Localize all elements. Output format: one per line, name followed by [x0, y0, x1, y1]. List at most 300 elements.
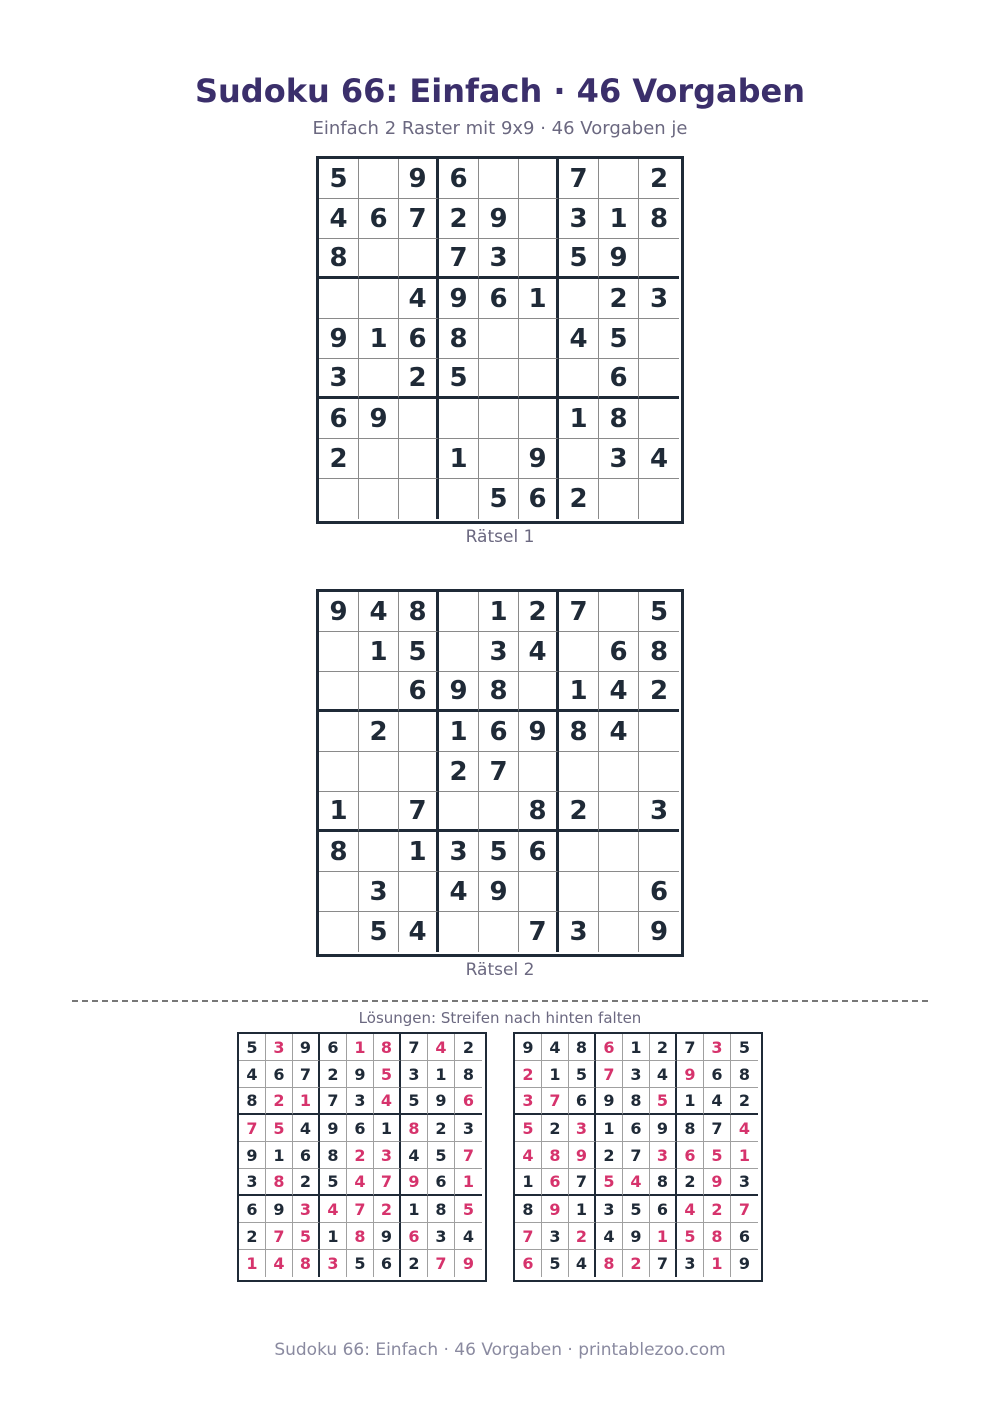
- solution-cell: 7: [401, 1034, 428, 1061]
- sudoku-cell: [599, 159, 639, 199]
- solution-cell: 9: [596, 1088, 623, 1115]
- sudoku-cell: [359, 752, 399, 792]
- sudoku-cell: 7: [399, 199, 439, 239]
- solution-cell: 7: [347, 1196, 374, 1223]
- solution-cell: 4: [623, 1169, 650, 1196]
- sudoku-cell: 6: [319, 399, 359, 439]
- sudoku-cell: 6: [399, 672, 439, 712]
- solution-cell: 8: [542, 1142, 569, 1169]
- sudoku-cell: 9: [599, 239, 639, 279]
- sudoku-cell: [599, 912, 639, 952]
- sudoku-cell: 4: [359, 592, 399, 632]
- sudoku-cell: [639, 832, 679, 872]
- sudoku-cell: 5: [479, 479, 519, 519]
- sudoku-cell: [519, 672, 559, 712]
- sudoku-cell: [599, 752, 639, 792]
- solution-cell: 3: [239, 1169, 266, 1196]
- solution-cell: 3: [320, 1250, 347, 1277]
- solution-cell: 2: [515, 1061, 542, 1088]
- sudoku-cell: 1: [319, 792, 359, 832]
- sudoku-cell: [559, 752, 599, 792]
- sudoku-cell: [439, 912, 479, 952]
- sudoku-cell: 2: [599, 279, 639, 319]
- sudoku-cell: [399, 239, 439, 279]
- sudoku-cell: 2: [639, 159, 679, 199]
- solution-cell: 2: [455, 1034, 482, 1061]
- sudoku-cell: 4: [639, 439, 679, 479]
- solution-cell: 4: [650, 1061, 677, 1088]
- sudoku-cell: [519, 319, 559, 359]
- sudoku-cell: 8: [319, 239, 359, 279]
- sudoku-cell: [399, 752, 439, 792]
- sudoku-cell: 2: [439, 752, 479, 792]
- sudoku-cell: 5: [399, 632, 439, 672]
- solution-cell: 4: [569, 1250, 596, 1277]
- sudoku-cell: 6: [439, 159, 479, 199]
- sudoku-cell: 5: [639, 592, 679, 632]
- solution-cell: 6: [455, 1088, 482, 1115]
- sudoku-cell: 9: [319, 319, 359, 359]
- solution-cell: 3: [596, 1196, 623, 1223]
- sudoku-cell: [319, 279, 359, 319]
- sudoku-cell: [559, 632, 599, 672]
- sudoku-cell: 4: [399, 912, 439, 952]
- sudoku-cell: [639, 399, 679, 439]
- sudoku-cell: 6: [639, 872, 679, 912]
- sudoku-cell: 6: [399, 319, 439, 359]
- solution-cell: 9: [677, 1061, 704, 1088]
- solution-cell: 4: [515, 1142, 542, 1169]
- sudoku-cell: [439, 632, 479, 672]
- solution-cell: 4: [320, 1196, 347, 1223]
- solution-cell: 9: [401, 1169, 428, 1196]
- solution-cell: 5: [542, 1250, 569, 1277]
- sudoku-cell: 8: [559, 712, 599, 752]
- solution-cell: 9: [569, 1142, 596, 1169]
- solution-cell: 1: [428, 1061, 455, 1088]
- solution-cell: 2: [650, 1034, 677, 1061]
- sudoku-cell: [439, 399, 479, 439]
- sudoku-cell: 7: [559, 592, 599, 632]
- solution-cell: 3: [428, 1223, 455, 1250]
- sudoku-cell: [319, 672, 359, 712]
- solution-cell: 8: [596, 1250, 623, 1277]
- solution-cell: 1: [731, 1142, 758, 1169]
- solution-cell: 8: [623, 1088, 650, 1115]
- solution-cell: 3: [623, 1061, 650, 1088]
- solution-cell: 7: [428, 1250, 455, 1277]
- sudoku-cell: [359, 479, 399, 519]
- sudoku-cell: 1: [439, 439, 479, 479]
- solution-cell: 2: [401, 1250, 428, 1277]
- sudoku-cell: [519, 399, 559, 439]
- sudoku-cell: [559, 439, 599, 479]
- solution-cell: 1: [542, 1061, 569, 1088]
- solution-cell: 5: [428, 1142, 455, 1169]
- sudoku-cell: [599, 832, 639, 872]
- solution-cell: 5: [401, 1088, 428, 1115]
- solution-grid-2: [513, 1032, 763, 1282]
- solution-cell: 2: [704, 1196, 731, 1223]
- sudoku-cell: 9: [439, 672, 479, 712]
- sudoku-cell: [479, 439, 519, 479]
- solution-cell: 6: [239, 1196, 266, 1223]
- sudoku-cell: 2: [359, 712, 399, 752]
- sudoku-cell: 2: [399, 359, 439, 399]
- sudoku-cell: 8: [399, 592, 439, 632]
- sudoku-cell: 4: [599, 712, 639, 752]
- solution-cell: 3: [650, 1142, 677, 1169]
- solution-cell: 9: [374, 1223, 401, 1250]
- sudoku-cell: [479, 319, 519, 359]
- page-title: Sudoku 66: Einfach · 46 Vorgaben: [194, 72, 806, 110]
- sudoku-cell: [359, 832, 399, 872]
- sudoku-cell: 1: [519, 279, 559, 319]
- solution-cell: 7: [239, 1115, 266, 1142]
- sudoku-cell: 6: [519, 832, 559, 872]
- solution-cell: 8: [455, 1061, 482, 1088]
- sudoku-cell: [639, 239, 679, 279]
- solution-cell: 4: [401, 1142, 428, 1169]
- sudoku-cell: 4: [439, 872, 479, 912]
- solution-cell: 2: [569, 1223, 596, 1250]
- solution-cell: 9: [428, 1088, 455, 1115]
- solution-cell: 7: [731, 1196, 758, 1223]
- sudoku-cell: 1: [359, 319, 399, 359]
- sudoku-cell: 7: [479, 752, 519, 792]
- sudoku-cell: 1: [559, 399, 599, 439]
- sudoku-cell: [399, 399, 439, 439]
- solution-cell: 6: [347, 1115, 374, 1142]
- sudoku-cell: [439, 592, 479, 632]
- sudoku-cell: 4: [599, 672, 639, 712]
- sudoku-cell: 9: [439, 279, 479, 319]
- sudoku-cell: 7: [559, 159, 599, 199]
- sudoku-cell: 6: [599, 359, 639, 399]
- solution-cell: 4: [239, 1061, 266, 1088]
- solution-cell: 7: [542, 1088, 569, 1115]
- sudoku-cell: 9: [519, 712, 559, 752]
- solution-cell: 2: [542, 1115, 569, 1142]
- sudoku-cell: 8: [599, 399, 639, 439]
- sudoku-cell: 1: [559, 672, 599, 712]
- solution-cell: 5: [731, 1034, 758, 1061]
- solution-cell: 5: [320, 1169, 347, 1196]
- solution-cell: 6: [320, 1034, 347, 1061]
- solution-cell: 7: [320, 1088, 347, 1115]
- sudoku-cell: [639, 359, 679, 399]
- solution-cell: 9: [704, 1169, 731, 1196]
- sudoku-cell: [319, 632, 359, 672]
- solution-cell: 3: [401, 1061, 428, 1088]
- sudoku-cell: 6: [479, 279, 519, 319]
- solution-cell: 9: [623, 1223, 650, 1250]
- solution-cell: 7: [293, 1061, 320, 1088]
- solution-cell: 2: [320, 1061, 347, 1088]
- solution-cell: 4: [293, 1115, 320, 1142]
- solution-cell: 7: [455, 1142, 482, 1169]
- solution-cell: 2: [293, 1169, 320, 1196]
- solution-cell: 8: [401, 1115, 428, 1142]
- solution-cell: 9: [738, 1254, 751, 1273]
- solution-cell: 4: [731, 1115, 758, 1142]
- sudoku-cell: 9: [519, 439, 559, 479]
- solution-cell: 7: [650, 1250, 677, 1277]
- sudoku-cell: [479, 792, 519, 832]
- solution-cell: 3: [266, 1034, 293, 1061]
- sudoku-cell: [479, 912, 519, 952]
- solution-cell: 5: [704, 1142, 731, 1169]
- solution-cell: 8: [704, 1223, 731, 1250]
- sudoku-cell: [319, 912, 359, 952]
- solution-cell: 7: [623, 1142, 650, 1169]
- sudoku-cell: [319, 479, 359, 519]
- sudoku-cell: [519, 239, 559, 279]
- sudoku-cell: 3: [639, 792, 679, 832]
- solution-cell: 5: [569, 1061, 596, 1088]
- sudoku-cell: 3: [319, 359, 359, 399]
- solution-cell: 5: [347, 1250, 374, 1277]
- solution-cell: 6: [677, 1142, 704, 1169]
- solution-cell: 9: [239, 1142, 266, 1169]
- solutions-label: Lösungen: Streifen nach hinten falten: [358, 1009, 642, 1027]
- solution-cell: 8: [515, 1196, 542, 1223]
- solution-cell: 6: [542, 1169, 569, 1196]
- sudoku-cell: [359, 239, 399, 279]
- sudoku-cell: 7: [399, 792, 439, 832]
- sudoku-cell: [599, 479, 639, 519]
- solution-cell: 2: [347, 1142, 374, 1169]
- sudoku-cell: 8: [639, 199, 679, 239]
- sudoku-cell: 6: [519, 479, 559, 519]
- solution-cell: 1: [320, 1223, 347, 1250]
- solution-cell: 8: [320, 1142, 347, 1169]
- sudoku-cell: 9: [479, 199, 519, 239]
- solution-cell: 9: [515, 1034, 542, 1061]
- solution-cell: 7: [677, 1034, 704, 1061]
- solution-cell: 8: [650, 1169, 677, 1196]
- sudoku-cell: 3: [599, 439, 639, 479]
- sudoku-cell: [359, 672, 399, 712]
- sudoku-cell: [639, 319, 679, 359]
- solution-cell: 2: [731, 1088, 758, 1115]
- sudoku-cell: [399, 872, 439, 912]
- sudoku-cell: 3: [559, 912, 599, 952]
- solution-cell: 9: [650, 1115, 677, 1142]
- solution-cell: 6: [515, 1250, 542, 1277]
- solution-cell: 5: [293, 1223, 320, 1250]
- sudoku-cell: [319, 872, 359, 912]
- sudoku-cell: [559, 359, 599, 399]
- sudoku-cell: 3: [559, 199, 599, 239]
- sudoku-cell: 5: [559, 239, 599, 279]
- sudoku-cell: 8: [519, 792, 559, 832]
- sudoku-cell: [519, 199, 559, 239]
- puzzle-caption-2: Rätsel 2: [465, 960, 535, 980]
- solution-cell: 5: [266, 1115, 293, 1142]
- sudoku-cell: 6: [479, 712, 519, 752]
- solution-cell: 2: [596, 1142, 623, 1169]
- solution-cell: 1: [569, 1196, 596, 1223]
- solution-cell: 6: [428, 1169, 455, 1196]
- solution-cell: 4: [542, 1034, 569, 1061]
- solution-cell: 4: [374, 1088, 401, 1115]
- sudoku-cell: [559, 872, 599, 912]
- sudoku-cell: 9: [399, 159, 439, 199]
- sudoku-cell: 9: [319, 592, 359, 632]
- sudoku-cell: 1: [359, 632, 399, 672]
- solution-cell: 5: [650, 1088, 677, 1115]
- solution-cell: 5: [677, 1223, 704, 1250]
- solution-cell: 7: [266, 1223, 293, 1250]
- sudoku-cell: 8: [319, 832, 359, 872]
- solution-cell: 7: [374, 1169, 401, 1196]
- solution-cell: 3: [374, 1142, 401, 1169]
- sudoku-cell: 6: [359, 199, 399, 239]
- sudoku-cell: [399, 712, 439, 752]
- solution-cell: 6: [569, 1088, 596, 1115]
- solution-cell: 5: [455, 1196, 482, 1223]
- sudoku-cell: 4: [559, 319, 599, 359]
- solution-cell: 4: [596, 1223, 623, 1250]
- solution-cell: 1: [347, 1034, 374, 1061]
- sudoku-cell: 2: [319, 439, 359, 479]
- sudoku-cell: 9: [479, 872, 519, 912]
- solution-cell: 1: [455, 1169, 482, 1196]
- sudoku-grid-2: [316, 589, 684, 957]
- sudoku-cell: [399, 479, 439, 519]
- sudoku-cell: [559, 832, 599, 872]
- sudoku-cell: 1: [479, 592, 519, 632]
- solution-cell: 6: [650, 1196, 677, 1223]
- sudoku-cell: [359, 279, 399, 319]
- sudoku-cell: [359, 439, 399, 479]
- solution-cell: 4: [347, 1169, 374, 1196]
- sudoku-cell: 7: [519, 912, 559, 952]
- solution-cell: 8: [239, 1088, 266, 1115]
- solution-cell: 3: [455, 1115, 482, 1142]
- sudoku-cell: [519, 159, 559, 199]
- sudoku-cell: [639, 479, 679, 519]
- solution-cell: 6: [401, 1223, 428, 1250]
- solution-cell: 9: [293, 1034, 320, 1061]
- sudoku-cell: 3: [479, 632, 519, 672]
- solution-cell: 1: [623, 1034, 650, 1061]
- sudoku-cell: [479, 159, 519, 199]
- solution-cell: 3: [293, 1196, 320, 1223]
- solution-cell: 5: [623, 1196, 650, 1223]
- sudoku-cell: 5: [319, 159, 359, 199]
- page-subtitle: Einfach 2 Raster mit 9x9 · 46 Vorgaben je: [312, 118, 688, 139]
- sudoku-cell: 4: [519, 632, 559, 672]
- sudoku-cell: [519, 872, 559, 912]
- sudoku-grid-1: [316, 156, 684, 524]
- sudoku-cell: 2: [519, 592, 559, 632]
- solution-cell: 4: [704, 1088, 731, 1115]
- solution-cell: 4: [266, 1250, 293, 1277]
- solution-cell: 3: [569, 1115, 596, 1142]
- solution-cell: 2: [677, 1169, 704, 1196]
- solution-cell: 8: [347, 1223, 374, 1250]
- solution-cell: 7: [596, 1061, 623, 1088]
- solution-cell: 2: [428, 1115, 455, 1142]
- solution-cell: 5: [515, 1115, 542, 1142]
- solution-cell: 8: [374, 1034, 401, 1061]
- sudoku-cell: 7: [439, 239, 479, 279]
- sudoku-cell: [359, 359, 399, 399]
- solution-cell: 1: [596, 1115, 623, 1142]
- solution-cell: 1: [374, 1115, 401, 1142]
- solution-cell: 8: [428, 1196, 455, 1223]
- sudoku-cell: [599, 872, 639, 912]
- solution-cell: 7: [515, 1223, 542, 1250]
- solution-cell: 8: [731, 1061, 758, 1088]
- sudoku-cell: 3: [439, 832, 479, 872]
- solution-cell: 8: [293, 1250, 320, 1277]
- solution-cell: 1: [704, 1250, 731, 1277]
- sudoku-cell: 2: [439, 199, 479, 239]
- sudoku-cell: 3: [359, 872, 399, 912]
- sudoku-cell: 5: [359, 912, 399, 952]
- solution-cell: 9: [266, 1196, 293, 1223]
- solution-cell: 1: [266, 1142, 293, 1169]
- sudoku-cell: [639, 712, 679, 752]
- solution-cell: 2: [266, 1088, 293, 1115]
- sudoku-cell: 5: [439, 359, 479, 399]
- solution-cell: 4: [428, 1034, 455, 1061]
- sudoku-cell: 3: [479, 239, 519, 279]
- sudoku-cell: [479, 399, 519, 439]
- solution-cell: 9: [462, 1254, 475, 1273]
- solution-cell: 1: [401, 1196, 428, 1223]
- solution-cell: 8: [677, 1115, 704, 1142]
- sudoku-cell: 2: [559, 792, 599, 832]
- solution-cell: 9: [542, 1196, 569, 1223]
- solution-cell: 5: [374, 1061, 401, 1088]
- sudoku-cell: [359, 159, 399, 199]
- solution-cell: 6: [293, 1142, 320, 1169]
- solution-grid-1: [237, 1032, 487, 1282]
- sudoku-cell: [439, 792, 479, 832]
- sudoku-cell: [359, 792, 399, 832]
- solution-cell: 2: [374, 1196, 401, 1223]
- solution-cell: 6: [731, 1223, 758, 1250]
- sudoku-cell: 5: [479, 832, 519, 872]
- sudoku-cell: 9: [649, 917, 669, 947]
- sudoku-cell: [319, 752, 359, 792]
- solution-cell: 4: [455, 1223, 482, 1250]
- solution-cell: 3: [542, 1223, 569, 1250]
- solution-cell: 5: [239, 1034, 266, 1061]
- sudoku-cell: 3: [639, 279, 679, 319]
- sudoku-cell: [639, 752, 679, 792]
- solution-cell: 1: [293, 1088, 320, 1115]
- sudoku-cell: 1: [439, 712, 479, 752]
- sudoku-cell: 8: [639, 632, 679, 672]
- sudoku-cell: [599, 792, 639, 832]
- solution-cell: 7: [704, 1115, 731, 1142]
- fold-cut-line: [72, 1000, 928, 1002]
- solution-cell: 3: [515, 1088, 542, 1115]
- solution-cell: 6: [623, 1115, 650, 1142]
- solution-cell: 6: [704, 1061, 731, 1088]
- sudoku-cell: [519, 359, 559, 399]
- solution-cell: 6: [266, 1061, 293, 1088]
- sudoku-cell: 4: [319, 199, 359, 239]
- sudoku-cell: 8: [479, 672, 519, 712]
- solution-cell: 1: [239, 1250, 266, 1277]
- sudoku-cell: 6: [599, 632, 639, 672]
